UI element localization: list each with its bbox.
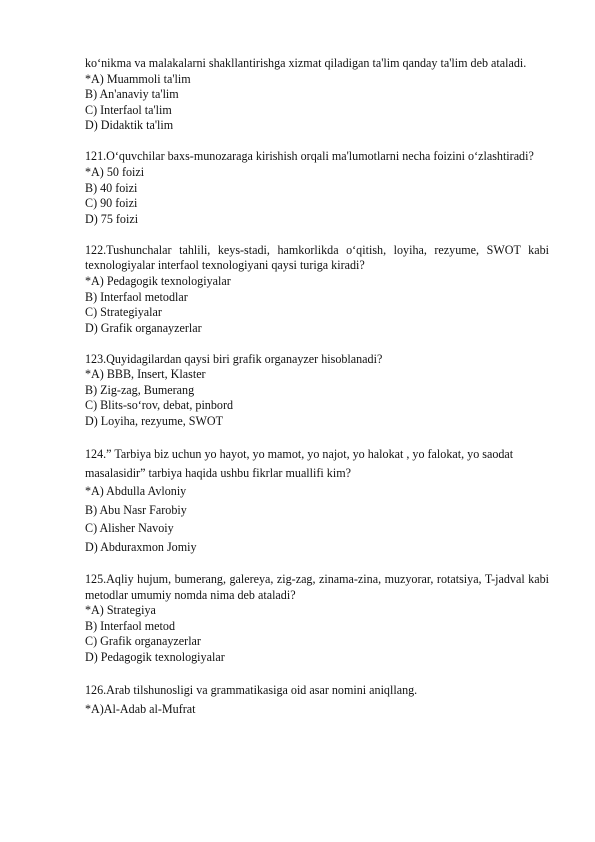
answer-option-a: *A) 50 foizi [85, 164, 145, 179]
answer-option-b: B) Interfaol metodlar [85, 289, 188, 304]
answer-option-d: D) Didaktik ta'lim [85, 118, 174, 133]
answer-option-b: B) 40 foizi [85, 180, 138, 195]
question-stem: 123.Quyidagilardan qaysi biri grafik organayzer hisoblanadi? [85, 351, 383, 366]
answer-option-d: D) Loyiha, rezyume, SWOT [85, 414, 224, 429]
answer-option-b: B) Zig-zag, Bumerang [85, 382, 195, 397]
question-123 [85, 352, 549, 430]
answer-option-a: *A) Abdulla Avloniy [85, 484, 187, 499]
answer-option-b: B) An'anaviy ta'lim [85, 87, 179, 102]
question-125 [85, 572, 549, 666]
answer-option-a: *A) Strategiya [85, 603, 156, 618]
answer-option-b: B) Abu Nasr Farobiy [85, 502, 187, 517]
document-page [85, 56, 549, 734]
answer-option-c: C) Grafik organayzerlar [85, 634, 201, 649]
question-120 [85, 56, 549, 134]
answer-option-d: D) Abduraxmon Jomiy [85, 540, 197, 554]
question-stem: 126.Arab tilshunosligi va grammatikasiga oid asar nomini aniqllang. [85, 682, 418, 697]
answer-option-c: C) Interfaol ta'lim [85, 102, 172, 117]
answer-option-c: C) Blits-so‘rov, debat, pinbord [85, 398, 234, 413]
question-stem: 122.Tushunchalar tahlili, keys-stadi, hamkorlikda o‘qitish, loyiha, rezyume, SWOT kabi texnologiyalar interfaol texnologiyani qaysi turiga kiradi? [85, 242, 549, 273]
question-stem: 124.” Tarbiya biz uchun yo hayot, yo mamot, yo najot, yo halokat , yo falokat, yo saodat masalasidir” tarbiya haqida ushbu fikrlar muallifi kim? [85, 447, 514, 480]
answer-option-a: *A)Al-Adab al-Mufrat [85, 701, 196, 716]
answer-option-c: C) Alisher Navoiy [85, 521, 174, 536]
answer-option-a: *A) Muammoli ta'lim [85, 71, 191, 86]
answer-option-c: C) 90 foizi [85, 196, 138, 211]
question-stem: 121.O‘quvchilar baxs-munozaraga kirishish orqali ma'lumotlarni necha foizini o‘zlashtiradi? [85, 149, 534, 164]
question-stem: 125.Aqliy hujum, bumerang, galereya, zig-zag, zinama-zina, muzyorar, rotatsiya, T-jadval kabi metodlar umumiy nomda nima deb ataladi? [85, 571, 549, 602]
question-126 [85, 681, 549, 718]
question-122 [85, 243, 549, 337]
question-stem: ko‘nikma va malakalarni shakllantirishga xizmat qiladigan ta'lim qanday ta'lim deb ataladi. [85, 56, 527, 70]
question-124 [85, 445, 549, 557]
answer-option-b: B) Interfaol metod [85, 618, 176, 633]
answer-option-d: D) 75 foizi [85, 211, 139, 226]
answer-option-a: *A) Pedagogik texnologiyalar [85, 273, 231, 288]
answer-option-d: D) Pedagogik texnologiyalar [85, 649, 225, 664]
answer-option-d: D) Grafik organayzerlar [85, 320, 202, 335]
answer-option-c: C) Strategiyalar [85, 305, 162, 320]
answer-option-a: *A) BBB, Insert, Klaster [85, 367, 206, 382]
question-121 [85, 149, 549, 227]
